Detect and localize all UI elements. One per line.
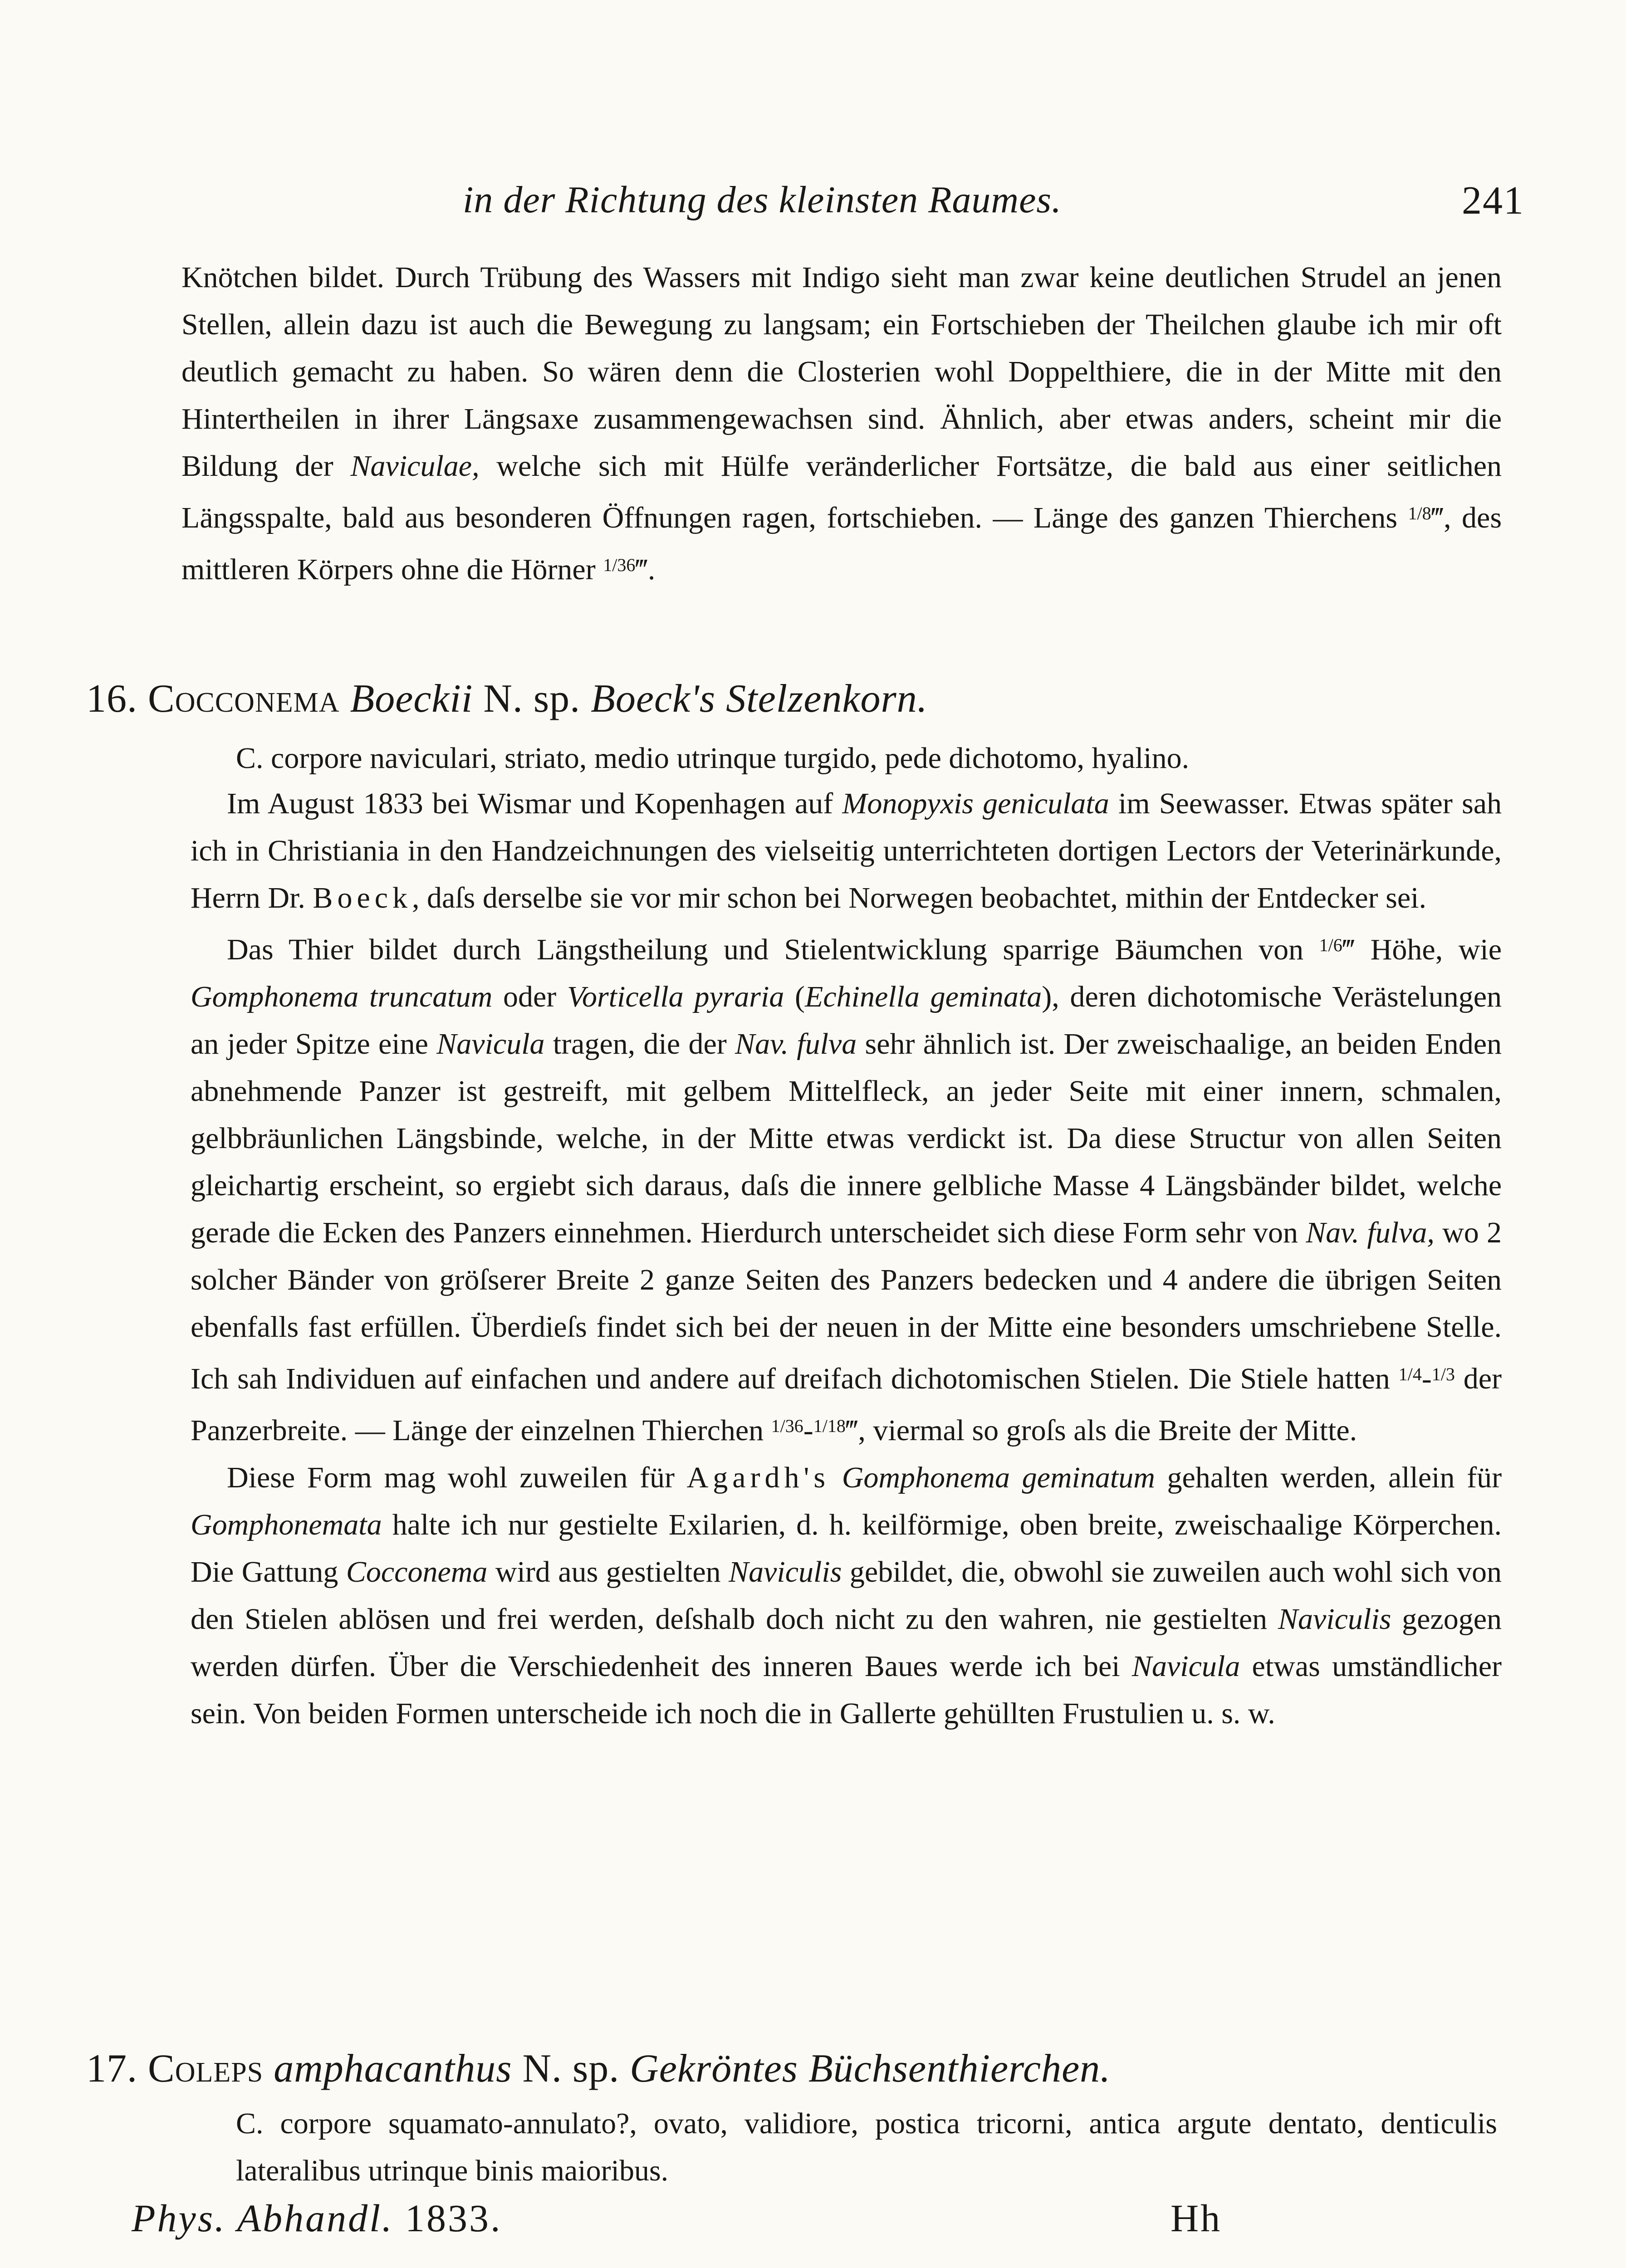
text: ‴, viermal so groſs als die Breite der Mitte.	[845, 1414, 1357, 1447]
taxon-name: Gomphonema geminatum	[842, 1461, 1155, 1494]
text: im Seewasser. Etwas später sah ich in Christiania in den Handzeichnungen des vielseitig unterrichteten dortigen Lectors der Veterinärkunde, Herrn Dr.	[191, 787, 1502, 914]
text: (	[795, 980, 805, 1013]
text: welche sich mit Hülfe veränderlicher Fortsätze, die bald aus einer seitlichen Längsspalte, bald aus besonderen Öffnungen ragen, fortschieben. — Länge des ganzen Thierchens	[181, 450, 1502, 534]
text: ‴, des mittleren Körpers ohne die Hörner	[181, 501, 1502, 586]
fraction: 1/6	[1319, 935, 1342, 955]
new-species-mark: N. sp.	[522, 2047, 620, 2091]
text: wo 2 solcher Bänder von gröſserer Breite 2 ganze Seiten des Panzers bedecken und 4 andere die übrigen Seiten ebenfalls fast erfüllen. Überdieſs findet sich bei der neuen in der Mitte eine besonders umschriebene Stelle. Ich sah Individuen auf einfachen und andere auf dreifach dichotomischen Stielen. Die Stiele hatten	[191, 1216, 1502, 1395]
signature-mark: Hh	[1171, 2196, 1222, 2240]
text: Diese Form mag wohl zuweilen für	[227, 1461, 675, 1494]
continuation-paragraph	[181, 254, 1502, 593]
fraction: 1/36	[603, 555, 636, 575]
entry-16-body	[191, 780, 1502, 1737]
footer-left	[132, 2195, 502, 2241]
vernacular-name: Boeck's Stelzenkorn.	[591, 677, 928, 721]
text: gezogen werden dürfen. Über die Verschiedenheit des inneren Baues werde ich bei	[191, 1603, 1502, 1683]
text: tragen, die der	[553, 1027, 727, 1061]
species-name: amphacanthus	[274, 2047, 512, 2091]
text: , daſs derselbe sie vor mir schon bei Norwegen beobachtet, mithin der Entdecker sei.	[412, 881, 1426, 914]
fraction: 1/3	[1431, 1364, 1455, 1384]
journal-abbreviation: Phys. Abhandl.	[132, 2196, 394, 2240]
text: gehalten werden, allein für	[1167, 1461, 1502, 1494]
taxon-name: Vorticella pyraria	[567, 980, 784, 1013]
taxon-name: Naviculae,	[350, 450, 480, 483]
text: halte ich nur gestielte Exilarien, d. h. keilförmige, oben breite, zweischaalige Körperchen. Die Gattung	[191, 1508, 1502, 1589]
text: ‴ Höhe, wie	[1342, 933, 1502, 966]
vernacular-name: Gekröntes Büchsenthierchen.	[630, 2047, 1111, 2091]
journal-year: 1833.	[405, 2196, 502, 2240]
new-species-mark: N. sp.	[483, 677, 581, 721]
entry-16-diagnosis: C. corpore naviculari, striato, medio utrinque turgido, pede dichotomo, hyalino.	[236, 742, 1190, 775]
text: Knötchen bildet. Durch Trübung des Wassers mit Indigo sieht man zwar keine deutlichen Strudel an jenen Stellen, allein dazu ist auch die Bewegung zu langsam; ein Fortschieben der Theilchen glaube ich mir oft deutlich gemacht zu haben. So wären denn die Closterien wohl Doppelthiere, die in der Mitte mit den Hintertheilen in ihrer Längsaxe zusammengewachsen sind. Ähnlich, aber etwas anders, scheint mir die Bildung der	[181, 261, 1502, 483]
text: ‴.	[635, 553, 656, 586]
text: ), deren dichotomische Verästelungen an jeder Spitze eine	[191, 980, 1502, 1061]
taxon-name: Navicula	[1131, 1650, 1240, 1683]
taxon-name: Navicula	[436, 1027, 545, 1061]
text: wird aus gestielten	[495, 1555, 721, 1589]
fraction: 1/18	[813, 1416, 846, 1436]
paragraph	[191, 780, 1502, 922]
text: -	[803, 1414, 813, 1447]
genus-name: Cocconema	[148, 677, 340, 721]
taxon-name: Monopyxis geniculata	[842, 787, 1109, 820]
genus-name: Coleps	[148, 2047, 264, 2091]
paragraph	[191, 922, 1502, 1454]
entry-16-heading	[86, 676, 928, 722]
taxon-name: Cocconema	[346, 1555, 488, 1589]
taxon-name: Echinella geminata	[805, 980, 1042, 1013]
page-number: 241	[1462, 179, 1524, 223]
text: oder	[503, 980, 557, 1013]
taxon-name: Nav. fulva	[735, 1027, 857, 1061]
fraction: 1/8	[1408, 503, 1431, 523]
text: Das Thier bildet durch Längstheilung und Stielentwicklung sparrige Bäumchen von	[227, 933, 1304, 966]
text: Im August 1833 bei Wismar und Kopenhagen auf	[227, 787, 833, 820]
taxon-name: Naviculis	[729, 1555, 842, 1589]
text: etwas umständlicher sein. Von beiden Formen unterscheide ich noch die in Gallerte gehüllten Frustulien u. s. w.	[191, 1650, 1502, 1730]
entry-number: 16.	[86, 677, 137, 721]
entry-17-diagnosis: C. corpore squamato-annulato?, ovato, validiore, postica tricorni, antica argute dentato, denticulis lateralibus utrinque binis maioribus.	[236, 2107, 1497, 2187]
person-name: Agardh's	[686, 1461, 830, 1494]
fraction: 1/36	[771, 1416, 803, 1436]
text: gebildet, die, obwohl sie zuweilen auch wohl sich von den Stielen ablösen und frei werden, deſshalb doch nicht zu den wahren, nie gestielten	[191, 1555, 1502, 1636]
text: der Panzerbreite. — Länge der einzelnen Thierchen	[191, 1362, 1502, 1447]
taxon-name: Nav. fulva,	[1306, 1216, 1435, 1249]
text: sehr ähnlich ist. Der zweischaalige, an beiden Enden abnehmende Panzer ist gestreift, mit gelbem Mittelfleck, an jeder Seite mit einer innern, schmalen, gelbbräunlichen Längsbinde, welche, in der Mitte etwas verdickt ist. Da diese Structur von allen Seiten gleichartig erscheint, so ergiebt sich daraus, daſs die innere gelbliche Masse 4 Längsbänder bildet, welche gerade die Ecken des Panzers einnehmen. Hierdurch unterscheidet sich diese Form sehr von	[191, 1027, 1502, 1249]
species-name: Boeckii	[350, 677, 473, 721]
paragraph	[191, 1454, 1502, 1737]
text: -	[1421, 1362, 1432, 1395]
taxon-name: Naviculis	[1278, 1603, 1391, 1636]
taxon-name: Gomphonemata	[191, 1508, 382, 1541]
fraction: 1/4	[1398, 1364, 1422, 1384]
entry-number: 17.	[86, 2047, 137, 2091]
running-head: in der Richtung des kleinsten Raumes.	[463, 179, 1062, 221]
entry-17-heading	[86, 2046, 1111, 2092]
taxon-name: Gomphonema truncatum	[191, 980, 493, 1013]
person-name: Boeck	[313, 881, 412, 914]
